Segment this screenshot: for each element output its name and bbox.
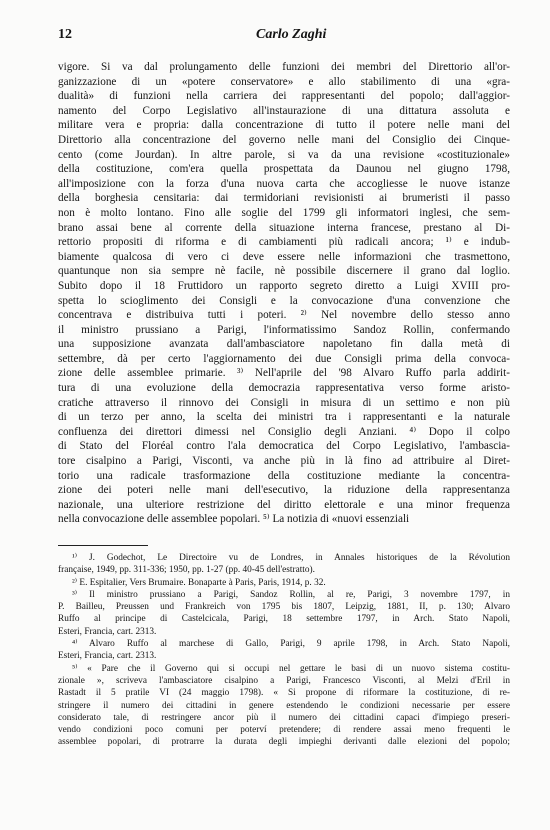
body-line: Subito dopo il 18 Fruttidoro un rapporto segreto diretto a Luigi XVIII pro- xyxy=(58,279,510,292)
body-line: Direttorio alla concentrazione del governo nelle mani del Consiglio dei Cinque- xyxy=(58,133,510,146)
footnote-line: Ruffo al principe di Castelcicala, Parigi, 18 settembre 1797, in Arch. Stato Napoli, xyxy=(58,614,510,625)
body-line: cratiche attraverso il rinnovo dei Consigli in misura di un settimo e non più xyxy=(58,396,510,409)
footnote-line: ¹⁾ J. Godechot, Le Directoire vu de Londres, in Annales historiques de la Révolution xyxy=(72,553,510,563)
body-line: militare vera e propria: dalla concentrazione di tutto il potere nelle mani del xyxy=(58,119,510,132)
footnote-line: stringere il numero dei cittadini in genere estendendo le condizioni necessarie per essere xyxy=(58,700,510,711)
body-line: zione delle assemblee primarie. ³⁾ Nell'aprile del '98 Alvaro Ruffo parla addirit- xyxy=(58,367,510,380)
page-header xyxy=(58,27,510,47)
footnote-line: ³⁾ Il ministro prussiano a Parigi, Sandoz Rollin, al re, Parigi, 3 novembre 1797, in xyxy=(72,589,510,600)
footnote-line: zionale », scriveva l'ambasciatore cisalpino a Parigi, Francesco Visconti, al Melzi d'Eril in xyxy=(58,675,510,686)
body-line: tore cisalpino a Parigi, Visconti, va anche più in là fino ad attribuire al Diret- xyxy=(58,455,510,468)
footnote-line: considerato tale, di restringere ancor più il numero dei cittadini capaci d'impiego preseri- xyxy=(58,712,510,723)
body-line: confluenza dei direttori dimessi nel Consiglio degli Anziani. ⁴⁾ Dopo il colpo xyxy=(58,425,510,438)
footnote-line: française, 1949, pp. 311-336; 1950, pp. 1-27 (pp. 40-45 dell'estratto). xyxy=(58,565,315,576)
body-line: il ministro prussiano a Parigi, l'informatissimo Sandoz Rollin, confermando xyxy=(58,323,510,336)
footnote-line: Esteri, Francia, cart. 2313. xyxy=(58,651,157,662)
body-line: cento (come Jourdan). In altre parole, si va da una revisione «costituzionale» xyxy=(58,148,510,161)
body-line: non è molto lontano. Fino alle soglie del 1799 gli informatori inglesi, che sem- xyxy=(58,206,510,219)
body-line: dualità» di funzioni nella carriera dei rappresentanti del popolo; dall'aggior- xyxy=(58,90,510,103)
footnote-line: ²⁾ E. Espitalier, Vers Brumaire. Bonaparte à Paris, Paris, 1914, p. 32. xyxy=(72,577,326,588)
body-line: nazionale, una ulteriore restrizione del diritto elettorale e una minor frequenza xyxy=(58,498,510,511)
body-line: spetta lo scioglimento dei Consigli e la convocazione d'una convenzione che xyxy=(58,294,510,307)
body-line: di un terzo per anno, la scelta dei ministri tra i rappresentanti e la naturale xyxy=(58,411,510,424)
body-line: zione dei poteri nelle mani dell'esecutivo, la riduzione della rappresentanza xyxy=(58,484,510,497)
footnote-separator xyxy=(58,545,148,546)
body-line: una supposizione avanzata dall'ambasciatore napoletano fin dalla metà di xyxy=(58,338,510,351)
running-head: Carlo Zaghi xyxy=(256,27,327,42)
body-line: namento del Corpo Legislativo all'instaurazione di una dittatura assoluta e xyxy=(58,104,510,117)
body-line: tura di una evoluzione della democrazia rappresentativa verso forme aristo- xyxy=(58,382,510,395)
body-text xyxy=(58,60,510,527)
body-line: quantunque non sia sempre nè facile, nè possibile discernere il grano dal loglio. xyxy=(58,265,510,278)
body-line: nella convocazione delle assemblee popolari. ⁵⁾ La notizia di «nuovi essenziali xyxy=(58,513,410,526)
footnote-line: ⁴⁾ Alvaro Ruffo al marchese di Gallo, Parigi, 9 aprile 1798, in Arch. Stato Napoli, xyxy=(72,639,510,650)
body-line: torio una radicale trasformazione della costituzione mediante la concentra- xyxy=(58,469,510,482)
body-line: di Stato del Floréal contro l'ala democratica del Corpo Legislativo, l'ambascia- xyxy=(58,440,510,453)
body-line: della costituzione, com'era quella prospettata da Daunou nel giugno 1798, xyxy=(58,163,510,176)
body-line: all'imposizione con la forza d'una nuova carta che accogliesse le nuove istanze xyxy=(58,177,510,190)
footnote-line: vendo condizioni poco comuni per poterví pretendere; di rendere assai meno frequenti le xyxy=(58,725,510,736)
body-line: vigore. Si va dal prolungamento delle funzioni dei membri del Direttorio all'or- xyxy=(58,61,510,73)
footnote-line: assemblee popolari, di protrarre la durata degli impieghi derivanti dalle elezioni del popolo; xyxy=(58,737,510,748)
footnote-line: P. Bailleu, Preussen und Frankreich von 1795 bis 1807, Leipzig, 1881, II, p. 130; Alvaro xyxy=(58,602,510,613)
footnote-line: ⁵⁾ « Pare che il Governo qui si occupi nel gettare le basi di un nuovo sistema costitu- xyxy=(72,663,510,674)
footnote-line: Esteri, Francia, cart. 2313. xyxy=(58,626,157,637)
body-line: rettorio propositi di riforma e di cambiamenti più radicali ancora; ¹⁾ e indub- xyxy=(58,236,510,249)
body-line: concentrava e distribuiva tutti i poteri. ²⁾ Nel novembre dello stesso anno xyxy=(58,309,510,322)
page-number: 12 xyxy=(58,27,72,42)
body-line: ganizzazione di un «potere conservatore» e allo stabilimento di una «gra- xyxy=(58,75,510,88)
footnote-line: Rastadt il 5 pratile VI (24 maggio 1798). « Si propone di riformare la costituzione, di re- xyxy=(58,688,510,699)
footnotes xyxy=(58,552,510,749)
body-line: settembre, dà per certo l'aggiornamento dei due Consigli prima della convoca- xyxy=(58,352,510,365)
body-line: biamente qualcosa di vero ci deve essere nelle informazioni che trasmettono, xyxy=(58,250,510,263)
body-line: brano assai bene al corrente della situazione interna francese, prestano al Di- xyxy=(58,221,510,234)
body-line: della borghesia censitaria: dai termidoriani revisionisti ai brumeristi il passo xyxy=(58,192,510,205)
